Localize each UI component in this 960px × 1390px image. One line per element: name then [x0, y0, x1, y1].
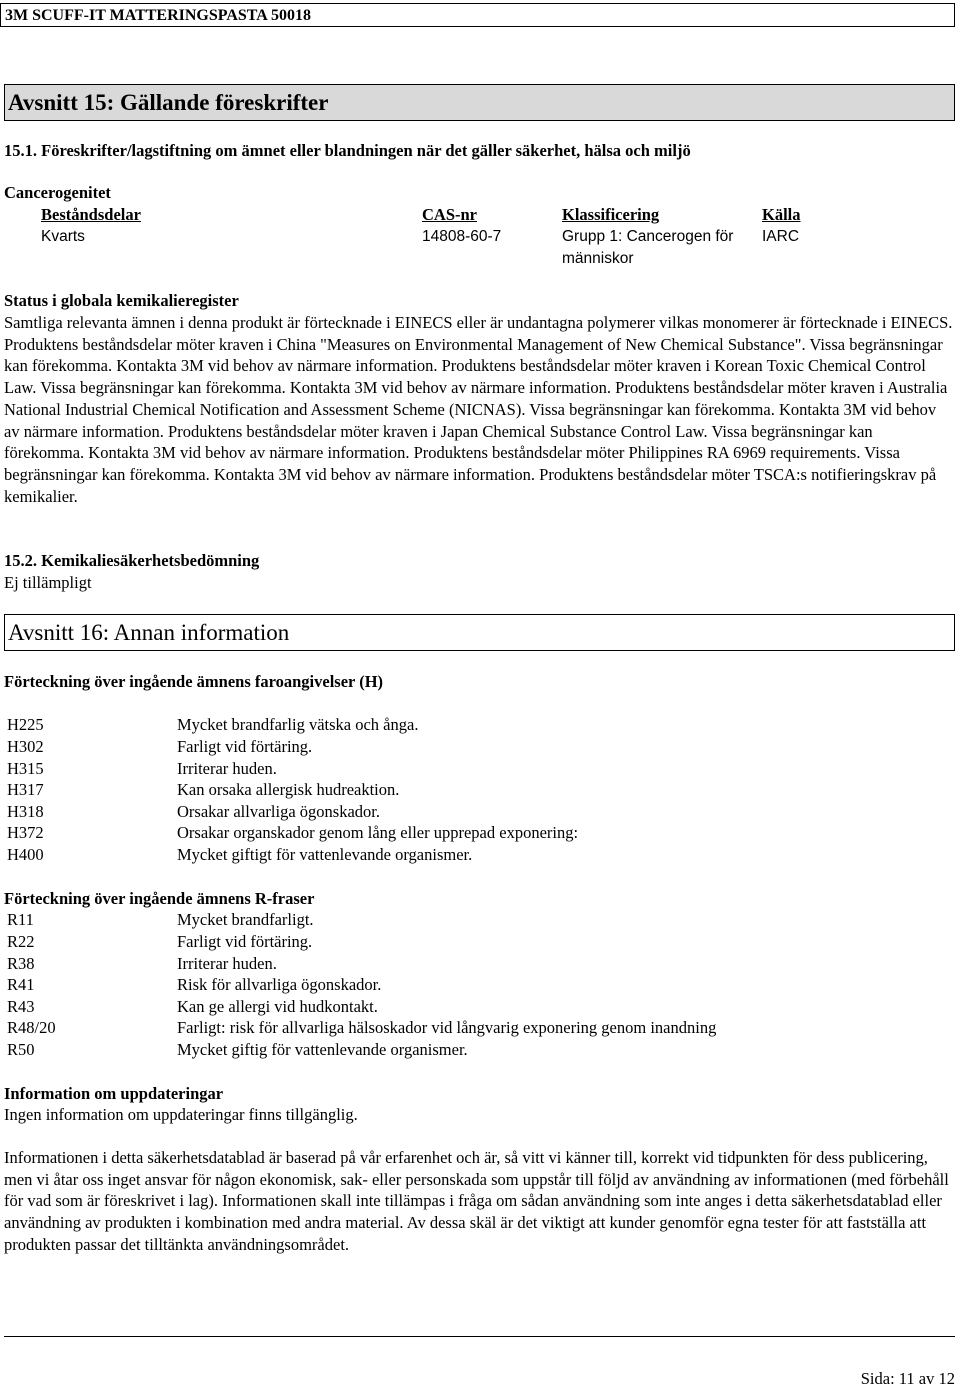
r-code: R43: [7, 997, 35, 1016]
r-text: Risk för allvarliga ögonskador.: [177, 975, 382, 994]
column-header-ingredients: Beståndsdelar: [41, 205, 141, 224]
subsection-15-2-title: 15.2. Kemikaliesäkerhetsbedömning: [4, 551, 260, 570]
h-text: Mycket brandfarlig vätska och ånga.: [177, 715, 419, 734]
h-code: H317: [7, 780, 44, 799]
r-code: R41: [7, 975, 35, 994]
disclaimer-text: Informationen i detta säkerhetsdatablad är baserad på vår erfarenhet och är, så vitt vi känner till, korrekt vid tidpunkten för dess publicering, men vi åtar oss inget ansvar för någon ekonomisk, sak- eller personskada som uppstår till följd av användning av informationen (med förbehåll för vad som är föreskrivet i lag). Informationen skall inte tillämpas i fråga om sådan användning som inte anges i detta säkerhetsdatablad eller användning av produkten i kombination med andra material. Av dessa skäl är det viktigt att kunder genomför egna tester för att fastställa att produkten passar det tilltänkta användningsområdet.: [4, 1148, 949, 1254]
update-info-text: Ingen information om uppdateringar finns tillgänglig.: [4, 1105, 358, 1124]
h-text: Kan orsaka allergisk hudreaktion.: [177, 780, 400, 799]
h-statements-heading: Förteckning över ingående ämnens faroangivelser (H): [4, 672, 384, 691]
section-16-heading: [4, 614, 955, 651]
table-cell-ingredient: Kvarts: [41, 228, 85, 245]
r-code: R22: [7, 932, 35, 951]
r-text: Farligt: risk för allvarliga hälsoskador vid långvarig exponering genom inandning: [177, 1018, 717, 1037]
r-phrases-heading: Förteckning över ingående ämnens R-fraser: [4, 889, 315, 908]
footer-divider: [4, 1336, 955, 1337]
global-status-heading: Status i globala kemikalieregister: [4, 291, 239, 310]
column-header-source: Källa: [762, 205, 801, 224]
table-cell-classification-line1: Grupp 1: Cancerogen för: [562, 228, 734, 245]
h-code: H315: [7, 759, 44, 778]
r-code: R48/20: [7, 1018, 56, 1037]
column-header-classification: Klassificering: [562, 205, 660, 224]
carcinogenicity-heading: Cancerogenitet: [4, 183, 111, 202]
r-text: Kan ge allergi vid hudkontakt.: [177, 997, 378, 1016]
h-text: Orsakar allvarliga ögonskador.: [177, 802, 380, 821]
global-status-text: Samtliga relevanta ämnen i denna produkt är förtecknade i EINECS eller är undantagna polymerer vilkas monomerer är förtecknade i EINECS. Produktens beståndsdelar möter kraven i China "Measures on Environmental Management of New Chemical Substance". Vissa begränsningar kan förekomma. Kontakta 3M vid behov av närmare information. Produktens beståndsdelar möter kraven i Korean Toxic Chemical Control Law. Vissa begränsningar kan förekomma. Kontakta 3M vid behov av närmare information. Produktens beståndsdelar möter kraven i Australia National Industrial Chemical Notification and Assessment Scheme (NICNAS). Vissa begränsningar kan förekomma. Kontakta 3M vid behov av närmare information. Produktens beståndsdelar möter kraven i Japan Chemical Substance Control Law. Vissa begränsningar kan förekomma. Kontakta 3M vid behov av närmare information. Produktens beståndsdelar möter Philippines RA 6969 requirements. Vissa begränsningar kan förekomma. Kontakta 3M vid behov av närmare information. Produktens beståndsdelar möter TSCA:s notifieringskrav på kemikalier.: [4, 313, 953, 506]
h-code: H225: [7, 715, 44, 734]
h-code: H400: [7, 845, 44, 864]
h-code: H372: [7, 823, 44, 842]
r-text: Mycket giftig för vattenlevande organismer.: [177, 1040, 468, 1059]
document-header-bar: [0, 3, 955, 27]
section-15-title: Avsnitt 15: Gällande föreskrifter: [8, 90, 329, 115]
h-text: Farligt vid förtäring.: [177, 737, 313, 756]
page-number: Sida: 11 av 12: [860, 1369, 955, 1388]
r-text: Irriterar huden.: [177, 954, 277, 973]
r-text: Farligt vid förtäring.: [177, 932, 313, 951]
h-code: H302: [7, 737, 44, 756]
section-15-heading: [4, 84, 955, 121]
section-16-title: Avsnitt 16: Annan information: [8, 620, 290, 645]
h-code: H318: [7, 802, 44, 821]
subsection-15-2-text: Ej tillämpligt: [4, 573, 92, 592]
table-cell-cas: 14808-60-7: [422, 228, 502, 245]
table-cell-classification-line2: människor: [562, 250, 634, 267]
r-code: R50: [7, 1040, 35, 1059]
h-text: Irriterar huden.: [177, 759, 277, 778]
subsection-15-1-title: 15.1. Föreskrifter/lagstiftning om ämnet eller blandningen när det gäller säkerhet, hälsa och miljö: [4, 141, 691, 160]
product-title: 3M SCUFF-IT MATTERINGSPASTA 50018: [5, 7, 311, 24]
h-text: Orsakar organskador genom lång eller upprepad exponering:: [177, 823, 579, 842]
h-text: Mycket giftigt för vattenlevande organismer.: [177, 845, 473, 864]
column-header-cas: CAS-nr: [422, 205, 478, 224]
r-code: R38: [7, 954, 35, 973]
table-cell-source: IARC: [762, 228, 800, 245]
r-text: Mycket brandfarligt.: [177, 910, 314, 929]
r-code: R11: [7, 910, 34, 929]
update-info-heading: Information om uppdateringar: [4, 1084, 224, 1103]
